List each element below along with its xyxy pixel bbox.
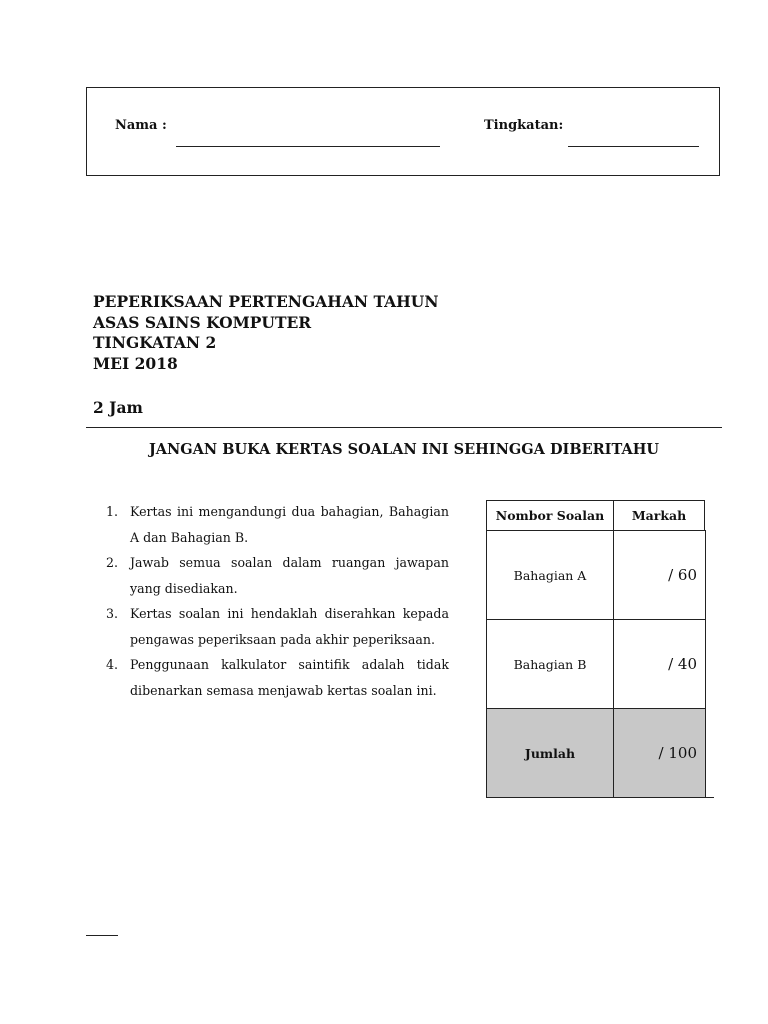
instruction-item [100, 499, 449, 550]
instruction-number: 2. [106, 555, 119, 570]
instruction-number: 1. [106, 504, 119, 519]
instruction-number: 4. [106, 657, 119, 672]
form-field[interactable] [568, 146, 699, 147]
table-bottom-rule [486, 797, 714, 798]
instruction-item [100, 550, 449, 601]
instruction-number: 3. [106, 606, 119, 621]
table-row-part-b-label: Bahagian B [486, 619, 614, 709]
instruction-text: Penggunaan kalkulator saintifik adalah tidak dibenarkan semasa menjawab kertas soalan ini. [130, 657, 449, 698]
instruction-item [100, 652, 449, 703]
name-field[interactable] [176, 146, 440, 147]
exam-duration: 2 Jam [93, 398, 143, 417]
table-row-part-b-score: / 40 [613, 619, 706, 709]
student-info-box [86, 87, 720, 176]
do-not-open-warning: JANGAN BUKA KERTAS SOALAN INI SEHINGGA DIBERITAHU [148, 441, 660, 458]
instruction-text: Kertas ini mengandungi dua bahagian, Bahagian A dan Bahagian B. [130, 504, 449, 545]
exam-title [93, 292, 439, 374]
exam-form-line: TINGKATAN 2 [93, 333, 217, 352]
exam-title-line: PEPERIKSAAN PERTENGAHAN TAHUN [93, 292, 439, 311]
name-label: Nama : [115, 118, 167, 133]
table-row-part-a-score: / 60 [613, 530, 706, 620]
table-header-marks: Markah [613, 500, 705, 531]
instruction-text: Kertas soalan ini hendaklah diserahkan kepada pengawas peperiksaan pada akhir peperiksaan. [130, 606, 449, 647]
instruction-item [100, 601, 449, 652]
instruction-text: Jawab semua soalan dalam ruangan jawapan yang disediakan. [130, 555, 449, 596]
divider-line [86, 427, 722, 428]
table-row-part-a-label: Bahagian A [486, 530, 614, 620]
table-header-question: Nombor Soalan [486, 500, 614, 531]
instructions-list [100, 499, 449, 703]
table-row-total-score: / 100 [613, 708, 706, 798]
footer-rule [86, 935, 118, 936]
exam-subject-line: ASAS SAINS KOMPUTER [93, 312, 312, 332]
table-row-total-label: Jumlah [486, 708, 614, 798]
form-label: Tingkatan: [484, 118, 564, 133]
exam-date-line: MEI 2018 [93, 353, 178, 373]
